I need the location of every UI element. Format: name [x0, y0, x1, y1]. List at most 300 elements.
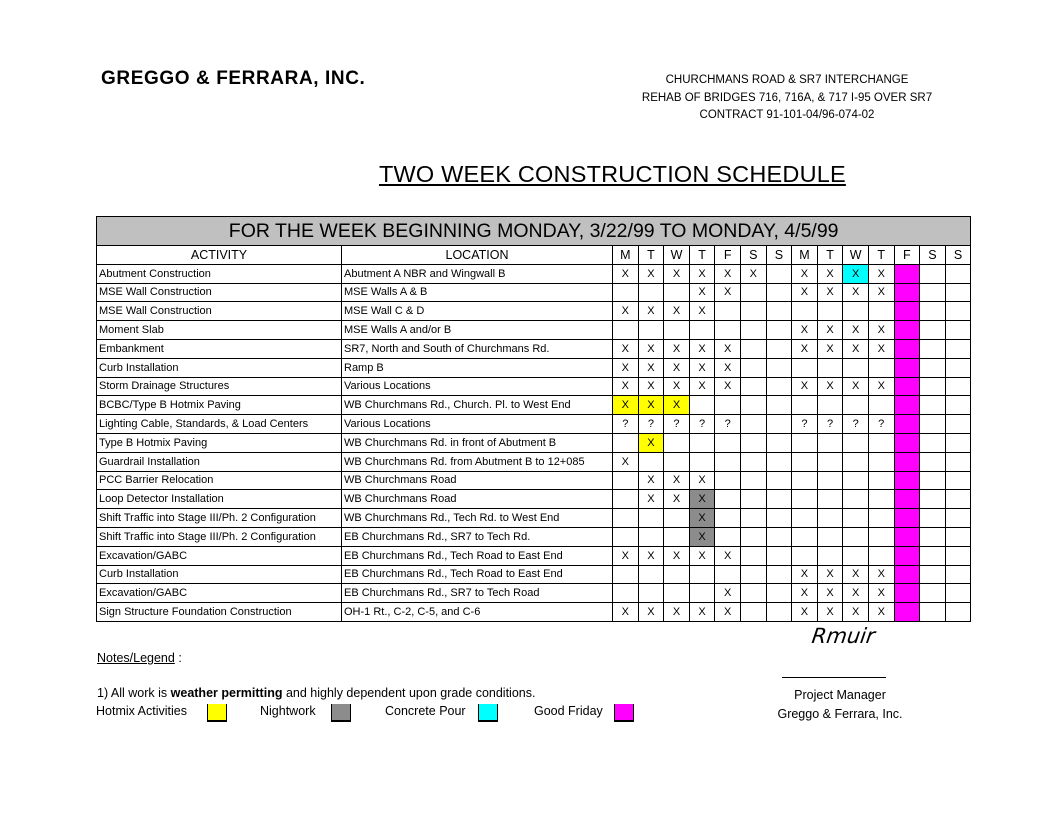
- day-cell: [894, 546, 920, 565]
- legend-label-hotmix: Hotmix Activities: [96, 704, 187, 718]
- day-cell: [945, 546, 971, 565]
- day-cell: X: [868, 339, 894, 358]
- day-cell: [843, 527, 869, 546]
- day-cell: [766, 490, 792, 509]
- day-cell: [792, 471, 818, 490]
- day-cell: [766, 358, 792, 377]
- day-cell: X: [715, 377, 741, 396]
- day-cell: [792, 490, 818, 509]
- legend-label-good-friday: Good Friday: [534, 704, 603, 718]
- location-cell: Various Locations: [342, 415, 613, 434]
- day-cell: X: [613, 377, 639, 396]
- day-cell: [664, 565, 690, 584]
- day-cell: X: [817, 264, 843, 283]
- day-cell: [920, 415, 946, 434]
- activity-cell: Excavation/GABC: [97, 546, 342, 565]
- table-row: [97, 527, 971, 546]
- day-cell: X: [689, 377, 715, 396]
- project-line: CHURCHMANS ROAD & SR7 INTERCHANGE: [665, 74, 909, 86]
- location-cell: EB Churchmans Rd., Tech Road to East End: [342, 546, 613, 565]
- day-cell: ?: [664, 415, 690, 434]
- day-cell: [817, 471, 843, 490]
- day-cell: [843, 546, 869, 565]
- day-cell: [766, 302, 792, 321]
- day-cell: [766, 603, 792, 622]
- location-cell: WB Churchmans Rd., Church. Pl. to West End: [342, 396, 613, 415]
- day-cell: [613, 565, 639, 584]
- day-cell: [715, 302, 741, 321]
- day-cell: [740, 358, 766, 377]
- day-cell: [894, 396, 920, 415]
- column-header-day: S: [740, 246, 766, 265]
- day-cell: [613, 527, 639, 546]
- day-cell: [664, 584, 690, 603]
- day-cell: [894, 264, 920, 283]
- day-cell: X: [843, 584, 869, 603]
- day-cell: X: [613, 452, 639, 471]
- day-cell: X: [689, 264, 715, 283]
- day-cell: X: [689, 527, 715, 546]
- column-header-day: F: [894, 246, 920, 265]
- day-cell: [792, 527, 818, 546]
- day-cell: X: [664, 264, 690, 283]
- schedule-table: [96, 216, 971, 622]
- day-cell: [868, 452, 894, 471]
- day-cell: X: [817, 584, 843, 603]
- day-cell: X: [689, 283, 715, 302]
- day-cell: [715, 433, 741, 452]
- location-cell: WB Churchmans Road: [342, 471, 613, 490]
- day-cell: X: [817, 565, 843, 584]
- day-cell: [689, 433, 715, 452]
- day-cell: [792, 302, 818, 321]
- day-cell: [715, 452, 741, 471]
- day-cell: [689, 321, 715, 340]
- day-cell: [894, 433, 920, 452]
- day-cell: [613, 321, 639, 340]
- day-cell: [945, 302, 971, 321]
- day-cell: [945, 377, 971, 396]
- day-cell: X: [868, 321, 894, 340]
- day-cell: X: [638, 433, 664, 452]
- day-cell: [920, 302, 946, 321]
- legend-label-concrete: Concrete Pour: [385, 704, 466, 718]
- location-cell: WB Churchmans Rd. in front of Abutment B: [342, 433, 613, 452]
- day-cell: [766, 415, 792, 434]
- day-cell: X: [689, 358, 715, 377]
- activity-cell: Curb Installation: [97, 358, 342, 377]
- note-1-prefix: 1) All work is: [97, 686, 168, 700]
- day-cell: X: [868, 283, 894, 302]
- column-header-day: S: [920, 246, 946, 265]
- day-cell: [894, 339, 920, 358]
- day-cell: [689, 396, 715, 415]
- day-cell: [792, 433, 818, 452]
- day-cell: [766, 527, 792, 546]
- day-cell: X: [638, 490, 664, 509]
- location-cell: SR7, North and South of Churchmans Rd.: [342, 339, 613, 358]
- day-cell: [817, 546, 843, 565]
- day-cell: [740, 339, 766, 358]
- activity-cell: Lighting Cable, Standards, & Load Centers: [97, 415, 342, 434]
- day-cell: [945, 396, 971, 415]
- day-cell: [766, 396, 792, 415]
- day-cell: [792, 396, 818, 415]
- day-cell: [868, 302, 894, 321]
- day-cell: [920, 264, 946, 283]
- day-cell: [920, 452, 946, 471]
- day-cell: [920, 565, 946, 584]
- table-row: [97, 283, 971, 302]
- day-cell: [920, 490, 946, 509]
- day-cell: X: [638, 264, 664, 283]
- day-cell: [664, 452, 690, 471]
- table-row: [97, 584, 971, 603]
- activity-cell: MSE Wall Construction: [97, 302, 342, 321]
- day-cell: [715, 527, 741, 546]
- activity-cell: Embankment: [97, 339, 342, 358]
- day-cell: [945, 584, 971, 603]
- day-cell: [817, 490, 843, 509]
- day-cell: [920, 396, 946, 415]
- day-cell: [792, 358, 818, 377]
- day-cell: [638, 527, 664, 546]
- day-cell: [868, 358, 894, 377]
- day-cell: X: [613, 396, 639, 415]
- day-cell: X: [868, 377, 894, 396]
- day-cell: [894, 471, 920, 490]
- day-cell: ?: [715, 415, 741, 434]
- day-cell: X: [613, 358, 639, 377]
- day-cell: [817, 452, 843, 471]
- day-cell: [766, 377, 792, 396]
- day-cell: [945, 603, 971, 622]
- day-cell: [638, 283, 664, 302]
- column-header-day: T: [638, 246, 664, 265]
- location-cell: WB Churchmans Rd. from Abutment B to 12+085: [342, 452, 613, 471]
- day-cell: X: [715, 264, 741, 283]
- table-row: [97, 509, 971, 528]
- legend-swatch-good-friday: [614, 704, 634, 722]
- day-cell: [766, 509, 792, 528]
- location-cell: OH-1 Rt., C-2, C-5, and C-6: [342, 603, 613, 622]
- column-header-day: W: [843, 246, 869, 265]
- activity-cell: Storm Drainage Structures: [97, 377, 342, 396]
- day-cell: [613, 471, 639, 490]
- day-cell: [740, 302, 766, 321]
- day-cell: [920, 321, 946, 340]
- day-cell: X: [792, 339, 818, 358]
- day-cell: [894, 527, 920, 546]
- day-cell: [766, 471, 792, 490]
- day-cell: [945, 490, 971, 509]
- day-cell: [740, 377, 766, 396]
- day-cell: [945, 452, 971, 471]
- table-row: [97, 302, 971, 321]
- day-cell: [715, 471, 741, 490]
- day-cell: X: [689, 509, 715, 528]
- day-cell: [613, 490, 639, 509]
- day-cell: X: [868, 603, 894, 622]
- day-cell: [817, 302, 843, 321]
- signature-line: [782, 677, 886, 678]
- activity-cell: PCC Barrier Relocation: [97, 471, 342, 490]
- day-cell: X: [613, 546, 639, 565]
- note-1-suffix: and highly dependent upon grade conditions.: [285, 686, 536, 700]
- day-cell: [945, 471, 971, 490]
- day-cell: [894, 603, 920, 622]
- day-cell: X: [868, 584, 894, 603]
- activity-cell: Sign Structure Foundation Construction: [97, 603, 342, 622]
- day-cell: X: [792, 377, 818, 396]
- day-cell: [894, 584, 920, 603]
- day-cell: [945, 527, 971, 546]
- day-cell: [766, 321, 792, 340]
- table-row: [97, 358, 971, 377]
- day-cell: X: [638, 546, 664, 565]
- day-cell: [894, 377, 920, 396]
- day-cell: X: [664, 471, 690, 490]
- activity-cell: BCBC/Type B Hotmix Paving: [97, 396, 342, 415]
- day-cell: X: [792, 565, 818, 584]
- day-cell: [740, 527, 766, 546]
- day-cell: X: [715, 603, 741, 622]
- day-cell: [613, 433, 639, 452]
- day-cell: [817, 396, 843, 415]
- day-cell: [894, 490, 920, 509]
- day-cell: X: [792, 283, 818, 302]
- day-cell: [920, 603, 946, 622]
- day-cell: [920, 471, 946, 490]
- day-cell: [638, 509, 664, 528]
- day-cell: X: [843, 377, 869, 396]
- activity-cell: Moment Slab: [97, 321, 342, 340]
- page-title: TWO WEEK CONSTRUCTION SCHEDULE: [379, 161, 846, 187]
- day-cell: [766, 565, 792, 584]
- day-cell: X: [638, 358, 664, 377]
- day-cell: [664, 283, 690, 302]
- day-cell: X: [817, 321, 843, 340]
- legend-label-nightwork: Nightwork: [260, 704, 316, 718]
- day-cell: X: [792, 264, 818, 283]
- legend-swatch-hotmix: [207, 704, 227, 722]
- day-cell: [740, 509, 766, 528]
- day-cell: [945, 339, 971, 358]
- activity-cell: Abutment Construction: [97, 264, 342, 283]
- day-cell: [740, 490, 766, 509]
- day-cell: X: [613, 264, 639, 283]
- day-cell: [766, 283, 792, 302]
- table-row: [97, 377, 971, 396]
- day-cell: [920, 433, 946, 452]
- day-cell: [766, 339, 792, 358]
- day-cell: X: [689, 546, 715, 565]
- day-cell: X: [843, 603, 869, 622]
- day-cell: [792, 509, 818, 528]
- day-cell: X: [689, 471, 715, 490]
- day-cell: X: [817, 377, 843, 396]
- column-header-day: T: [868, 246, 894, 265]
- day-cell: [817, 358, 843, 377]
- day-cell: [945, 565, 971, 584]
- day-cell: [843, 302, 869, 321]
- day-cell: [792, 546, 818, 565]
- day-cell: [920, 546, 946, 565]
- day-cell: [894, 509, 920, 528]
- day-cell: [740, 565, 766, 584]
- day-cell: X: [792, 584, 818, 603]
- day-cell: [766, 264, 792, 283]
- day-cell: [945, 415, 971, 434]
- day-cell: [894, 415, 920, 434]
- location-cell: Various Locations: [342, 377, 613, 396]
- day-cell: X: [843, 321, 869, 340]
- day-cell: X: [638, 339, 664, 358]
- day-cell: X: [689, 603, 715, 622]
- day-cell: [715, 396, 741, 415]
- day-cell: X: [715, 584, 741, 603]
- table-row: [97, 433, 971, 452]
- table-row: [97, 415, 971, 434]
- column-header-day: M: [792, 246, 818, 265]
- day-cell: [868, 546, 894, 565]
- day-cell: ?: [689, 415, 715, 434]
- day-cell: [945, 321, 971, 340]
- day-cell: [740, 283, 766, 302]
- day-cell: [740, 603, 766, 622]
- day-cell: [638, 565, 664, 584]
- day-cell: X: [664, 377, 690, 396]
- day-cell: X: [664, 302, 690, 321]
- day-cell: X: [664, 358, 690, 377]
- day-cell: X: [613, 603, 639, 622]
- company-name: GREGGO & FERRARA, INC.: [101, 68, 366, 89]
- note-1-bold: weather permitting: [170, 686, 283, 700]
- day-cell: X: [715, 339, 741, 358]
- column-header-activity: ACTIVITY: [97, 246, 342, 265]
- location-cell: MSE Walls A and/or B: [342, 321, 613, 340]
- day-cell: [817, 509, 843, 528]
- day-cell: [740, 546, 766, 565]
- day-cell: X: [689, 302, 715, 321]
- day-cell: [664, 527, 690, 546]
- day-cell: X: [868, 264, 894, 283]
- column-header-day: S: [945, 246, 971, 265]
- activity-cell: Guardrail Installation: [97, 452, 342, 471]
- table-row: [97, 546, 971, 565]
- location-cell: EB Churchmans Rd., Tech Road to East End: [342, 565, 613, 584]
- day-cell: [868, 433, 894, 452]
- day-cell: [920, 283, 946, 302]
- day-cell: [817, 527, 843, 546]
- day-cell: [843, 490, 869, 509]
- day-cell: [689, 452, 715, 471]
- day-cell: [894, 358, 920, 377]
- day-cell: [613, 509, 639, 528]
- day-cell: X: [664, 546, 690, 565]
- column-header-day: T: [817, 246, 843, 265]
- location-cell: WB Churchmans Rd., Tech Rd. to West End: [342, 509, 613, 528]
- day-cell: [689, 584, 715, 603]
- day-cell: [868, 471, 894, 490]
- day-cell: X: [792, 321, 818, 340]
- day-cell: ?: [638, 415, 664, 434]
- day-cell: X: [664, 603, 690, 622]
- column-header-day: M: [613, 246, 639, 265]
- day-cell: [638, 584, 664, 603]
- table-row: [97, 339, 971, 358]
- day-cell: [613, 584, 639, 603]
- day-cell: [868, 509, 894, 528]
- day-cell: [740, 433, 766, 452]
- day-cell: [894, 321, 920, 340]
- legend-swatch-nightwork: [331, 704, 351, 722]
- location-cell: EB Churchmans Rd., SR7 to Tech Road: [342, 584, 613, 603]
- project-line: CONTRACT 91-101-04/96-074-02: [699, 109, 875, 121]
- day-cell: [920, 377, 946, 396]
- day-cell: ?: [792, 415, 818, 434]
- signature: Rmuir: [810, 624, 877, 648]
- day-cell: [894, 565, 920, 584]
- activity-cell: Curb Installation: [97, 565, 342, 584]
- day-cell: X: [715, 283, 741, 302]
- day-cell: [920, 339, 946, 358]
- day-cell: X: [638, 603, 664, 622]
- day-cell: X: [689, 339, 715, 358]
- location-cell: MSE Walls A & B: [342, 283, 613, 302]
- day-cell: [689, 565, 715, 584]
- day-cell: X: [638, 396, 664, 415]
- day-cell: ?: [843, 415, 869, 434]
- notes-label: Notes/Legend: [97, 651, 175, 665]
- day-cell: [843, 433, 869, 452]
- day-cell: [945, 283, 971, 302]
- day-cell: [664, 433, 690, 452]
- table-row: [97, 264, 971, 283]
- column-header-location: LOCATION: [342, 246, 613, 265]
- day-cell: [638, 452, 664, 471]
- day-cell: [920, 358, 946, 377]
- day-cell: [945, 264, 971, 283]
- signer-org: Greggo & Ferrara, Inc.: [777, 707, 903, 721]
- day-cell: [843, 471, 869, 490]
- location-cell: Ramp B: [342, 358, 613, 377]
- day-cell: [715, 509, 741, 528]
- activity-cell: Shift Traffic into Stage III/Ph. 2 Configuration: [97, 509, 342, 528]
- day-cell: [740, 321, 766, 340]
- day-cell: [740, 396, 766, 415]
- day-cell: [638, 321, 664, 340]
- day-cell: [715, 565, 741, 584]
- day-cell: [817, 433, 843, 452]
- day-cell: X: [638, 471, 664, 490]
- location-cell: MSE Wall C & D: [342, 302, 613, 321]
- day-cell: X: [613, 339, 639, 358]
- day-cell: X: [664, 490, 690, 509]
- day-cell: ?: [817, 415, 843, 434]
- day-cell: X: [792, 603, 818, 622]
- day-cell: [766, 452, 792, 471]
- table-row: [97, 452, 971, 471]
- activity-cell: MSE Wall Construction: [97, 283, 342, 302]
- activity-cell: Type B Hotmix Paving: [97, 433, 342, 452]
- day-cell: [740, 452, 766, 471]
- day-cell: [868, 396, 894, 415]
- day-cell: X: [868, 565, 894, 584]
- day-cell: [613, 283, 639, 302]
- day-cell: [945, 433, 971, 452]
- day-cell: X: [817, 339, 843, 358]
